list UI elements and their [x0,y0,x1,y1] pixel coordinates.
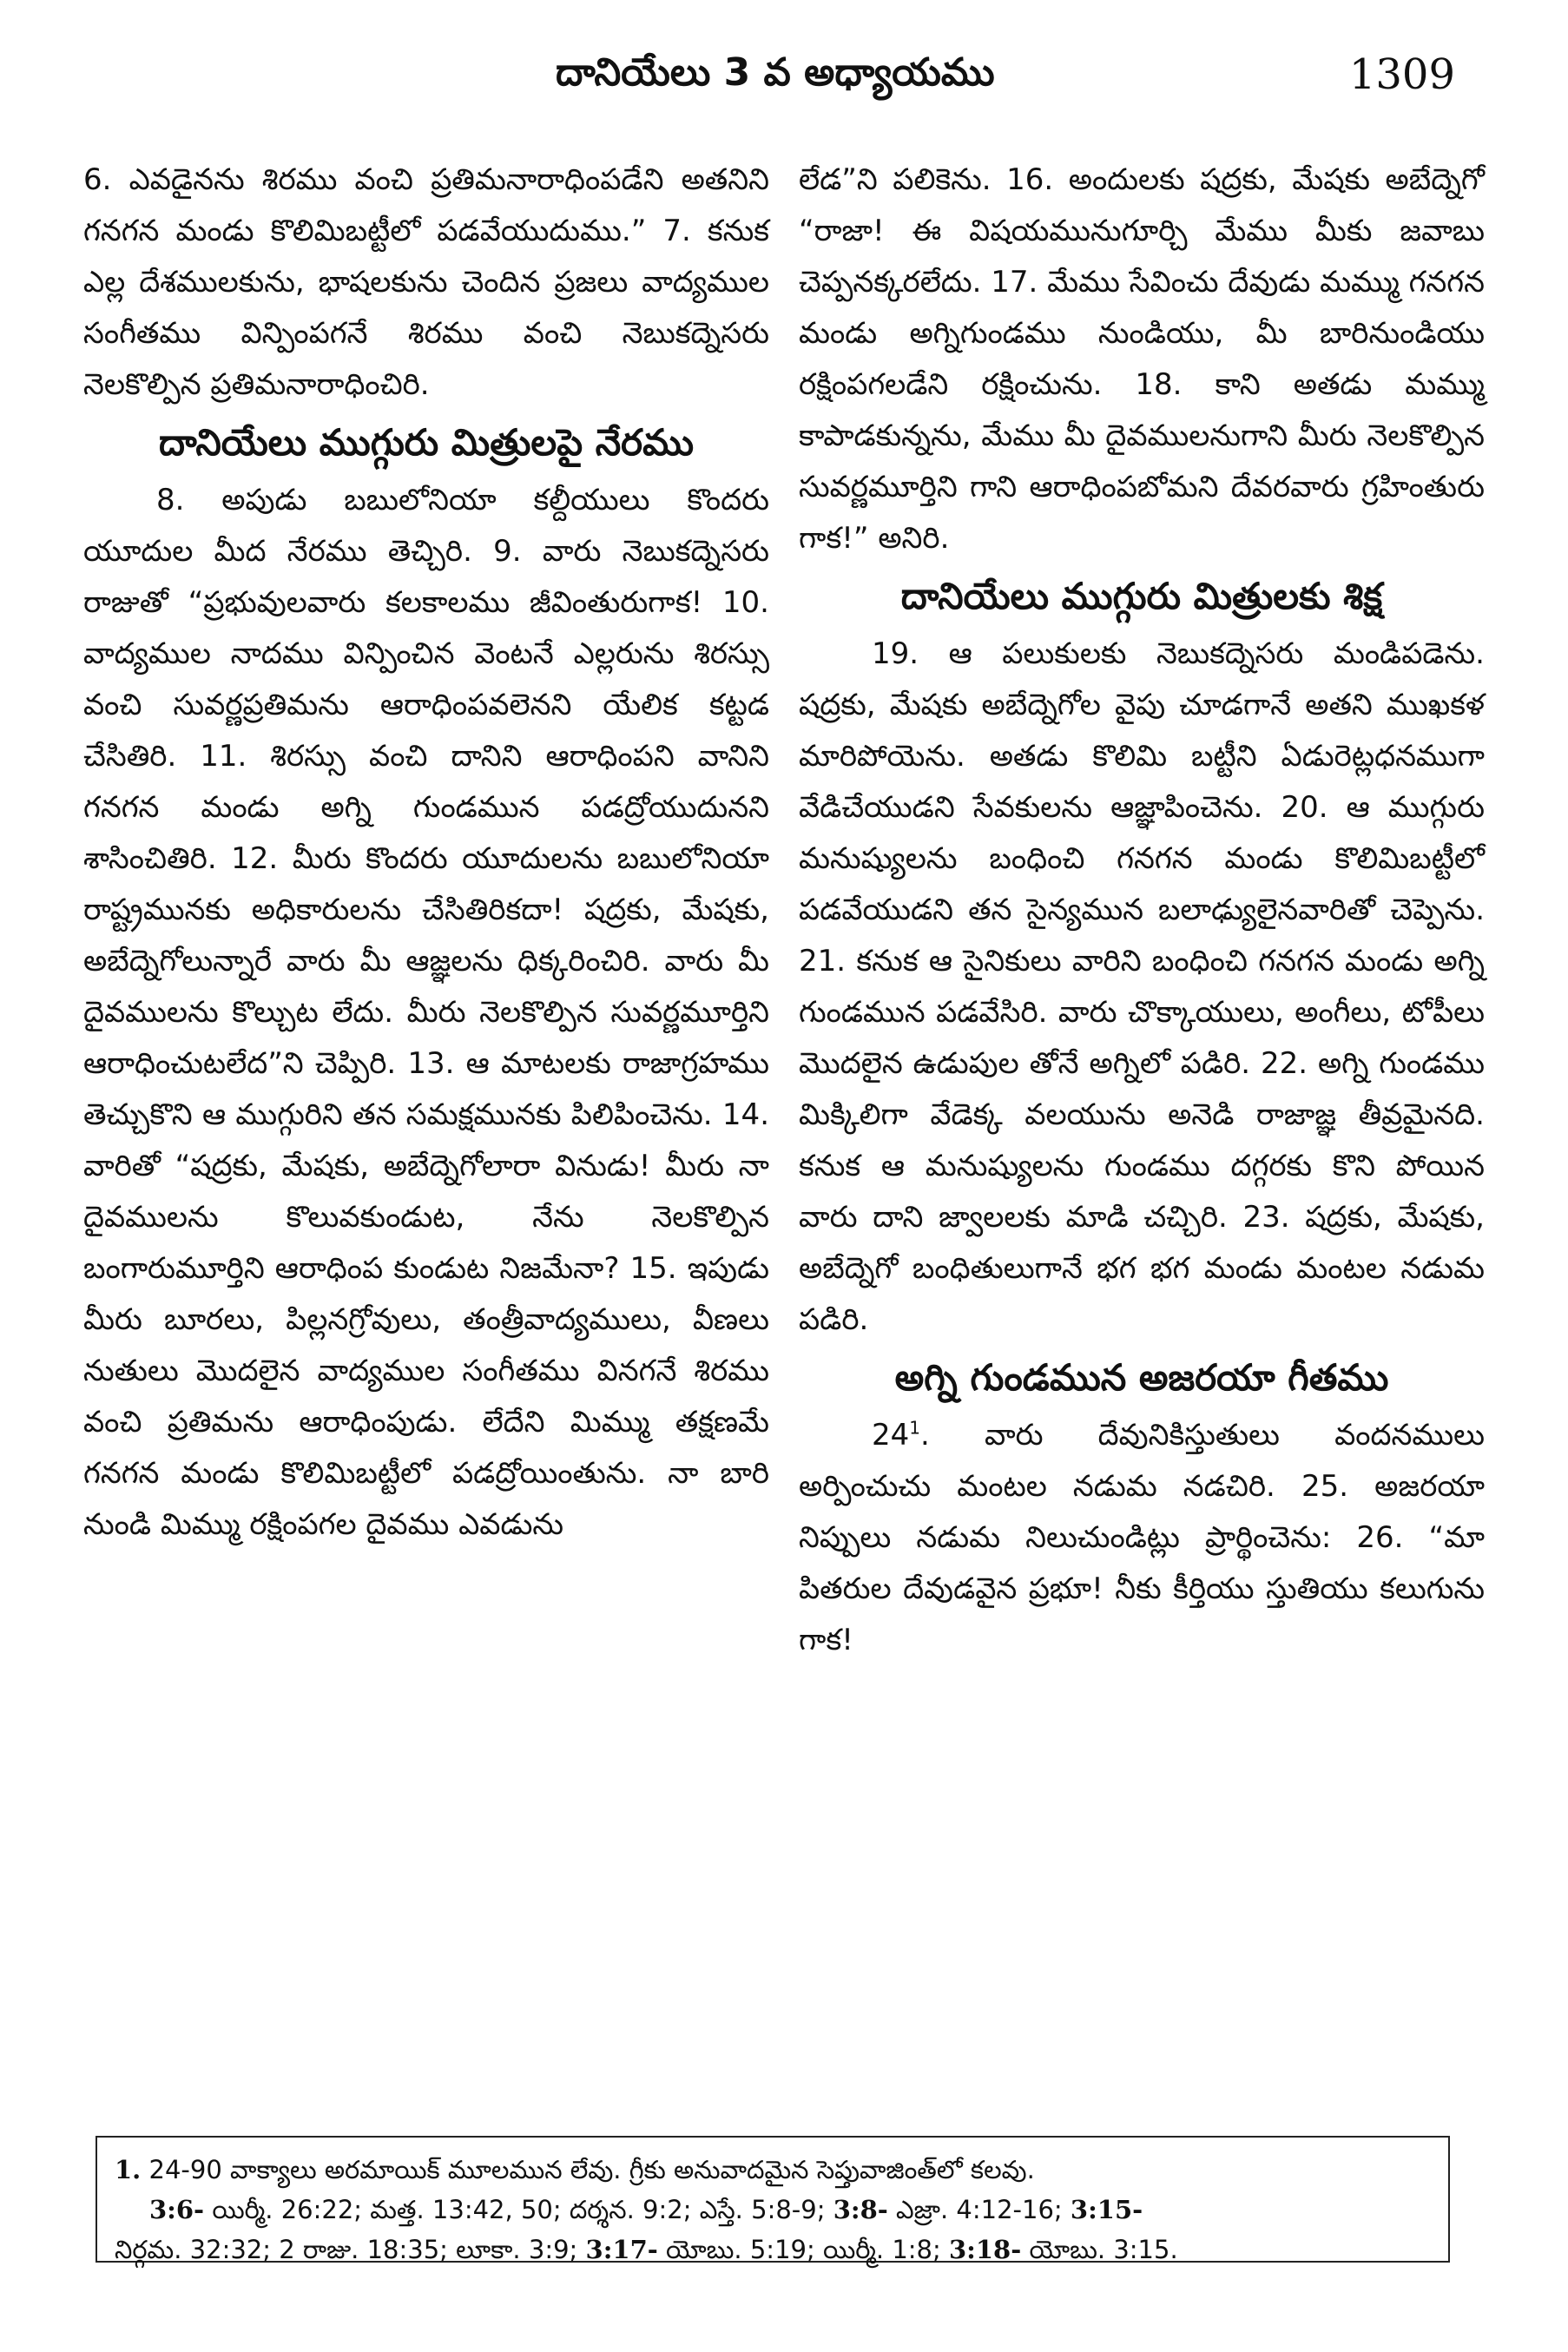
cross-references [115,2230,1431,2270]
footnote-box [96,2136,1450,2263]
verse-number: 24 [872,1418,910,1453]
xref-text: యోబు. 3:15. [1021,2235,1178,2264]
xref-text: యోబు. 5:19; యిర్మీ. 1:8; [657,2235,949,2264]
cross-references [115,2190,1431,2230]
xref-verse: 3:6- [149,2195,205,2224]
xref-text: ఎజ్రా. 4:12-16; [887,2195,1071,2224]
paragraph: లేడ”ని పలికెను. 16. అందులకు షద్రకు, మేషకు అబేద్నెగో “రాజా! ఈ విషయమునుగూర్చి మేము మీకు జవాబు చెప్పనక్కరలేదు. 17. మేము సేవించు దేవుడు మమ్ము గనగన మండు అగ్నిగుండము నుండియు, మీ బారినుండియు రక్షింపగలడేని రక్షించును. 18. కాని అతడు మమ్ము కాపాడకున్నను, మేము మీ దైవములనుగాని మీరు నెలకొల్పిన సువర్ణమూర్తిని గాని ఆరాధింపబోమని దేవరవారు గ్రహింతురు గాక!” అనిరి. [799,162,1485,556]
footnote [115,2150,1431,2190]
left-column [83,155,769,1551]
page-number: 1309 [1348,50,1455,99]
xref-text: నిర్గమ. 32:32; 2 రాజు. 18:35; లూకా. 3:9; [115,2235,586,2264]
footnote-text: 24-90 వాక్యాలు అరమాయిక్ మూలమున లేవు. గ్రీకు అనువాదమైన సెప్తువాజింత్‌లో కలవు. [148,2155,1035,2184]
footnote-number: 1. [115,2155,142,2184]
section-heading: దానియేలు ముగ్గురు మిత్రులపై నేరము [158,421,695,464]
xref-verse: 3:8- [833,2195,888,2224]
paragraph: 6. ఎవడైనను శిరము వంచి ప్రతిమనారాధింపడేని అతనిని గనగన మండు కొలిమిబట్టీలో పడవేయుదుము.” 7. కనుక ఎల్ల దేశములకును, భాషలకును చెందిన ప్రజలు వాద్యముల సంగీతము విన్పింపగనే శిరము వంచి నెబుకద్నెసరు నెలకొల్పిన ప్రతిమనారాధించిరి. [83,162,769,402]
chapter-title: దానియేలు 3 వ అధ్యాయము [556,50,995,95]
xref-verse: 3:17- [585,2235,658,2264]
footnote-marker[interactable]: 1 [909,1417,920,1439]
running-header [0,50,1568,111]
xref-verse: 3:15- [1070,2195,1143,2224]
section-heading: దానియేలు ముగ్గురు మిత్రులకు శిక్ష [900,575,1383,617]
paragraph: 8. అపుడు బబులోనియా కల్దీయులు కొందరు యూదుల మీద నేరము తెచ్చిరి. 9. వారు నెబుకద్నెసరు రాజుతో “ప్రభువులవారు కలకాలము జీవింతురుగాక! 10. వాద్యముల నాదము విన్పించిన వెంటనే ఎల్లరును శిరస్సు వంచి సువర్ణప్రతిమను ఆరాధింపవలెనని యేలిక కట్టడ చేసితిరి. 11. శిరస్సు వంచి దానిని ఆరాధింపని వానిని గనగన మండు అగ్ని గుండమున పడద్రోయుదునని శాసించితిరి. 12. మీరు కొందరు యూదులను బబులోనియా రాష్ట్రమునకు అధికారులను చేసితిరికదా! షద్రకు, మేషకు, అబేద్నెగోలున్నారే వారు మీ ఆజ్ఞలను ధిక్కరించిరి. వారు మీ దైవములను కొల్చుట లేదు. మీరు నెలకొల్పిన సువర్ణమూర్తిని ఆరాధించుటలేద”ని చెప్పిరి. 13. ఆ మాటలకు రాజాగ్రహము తెచ్చుకొని ఆ ముగ్గురిని తన సమక్షమునకు పిలిపించెను. 14. వారితో “షద్రకు, మేషకు, అబేద్నెగోలారా వినుడు! మీరు నా దైవములను కొలువకుండుట, నేను నెలకొల్పిన బంగారుమూర్తిని ఆరాధింప కుండుట నిజమేనా? 15. ఇపుడు మీరు బూరలు, పిల్లనగ్రోవులు, తంత్రీవాద్యములు, వీణలు నుతులు మొదలైన వాద్యముల సంగీతము వినగనే శిరము వంచి ప్రతిమను ఆరాధింపుడు. లేదేని మిమ్ము తక్షణమే గనగన మండు కొలిమిబట్టీలో పడద్రోయింతును. నా బారి నుండి మిమ్ము రక్షింపగల దైవము ఎవడును [83,483,769,1542]
paragraph: 19. ఆ పలుకులకు నెబుకద్నెసరు మండిపడెను. షద్రకు, మేషకు అబేద్నెగోల వైపు చూడగానే అతని ముఖకళ మారిపోయెను. అతడు కొలిమి బట్టీని ఏడురెట్లధనముగా వేడిచేయుడని సేవకులను ఆజ్ఞాపించెను. 20. ఆ ముగ్గురు మనుష్యులను బంధించి గనగన మండు కొలిమిబట్టీలో పడవేయుడని తన సైన్యమున బలాఢ్యులైనవారితో చెప్పెను. 21. కనుక ఆ సైనికులు వారిని బంధించి గనగన మండు అగ్ని గుండమున పడవేసిరి. వారు చొక్కాయులు, అంగీలు, టోపీలు మొదలైన ఉడుపుల తోనే అగ్నిలో పడిరి. 22. అగ్ని గుండము మిక్కిలిగా వేడెక్క వలయును అనెడి రాజాజ్ఞ తీవ్రమైనది. కనుక ఆ మనుష్యులను గుండము దగ్గరకు కొని పోయిన వారు దాని జ్వాలలకు మాడి చచ్చిరి. 23. షద్రకు, మేషకు, అబేద్నెగో బంధితులుగానే భగ భగ మండు మంటల నడుమ పడిరి. [799,636,1485,1337]
xref-verse: 3:18- [949,2235,1022,2264]
xref-text: యిర్మీ. 26:22; మత్త. 13:42, 50; దర్శన. 9:2; ఎస్తే. 5:8-9; [204,2195,833,2224]
paragraph [799,1410,1485,1666]
verse-text: . వారు దేవునికిస్తుతులు వందనములు అర్పించుచు మంటల నడుమ నడచిరి. 25. అజరయా నిప్పులు నడుమ నిలుచుండిట్లు ప్రార్థించెను: 26. “మా పితరుల దేవుడవైన ప్రభూ! నీకు కీర్తియు స్తుతియు కలుగును గాక! [799,1418,1485,1657]
right-column [799,155,1485,1666]
section-heading: అగ్ని గుండమున అజరయా గీతము [894,1356,1389,1399]
